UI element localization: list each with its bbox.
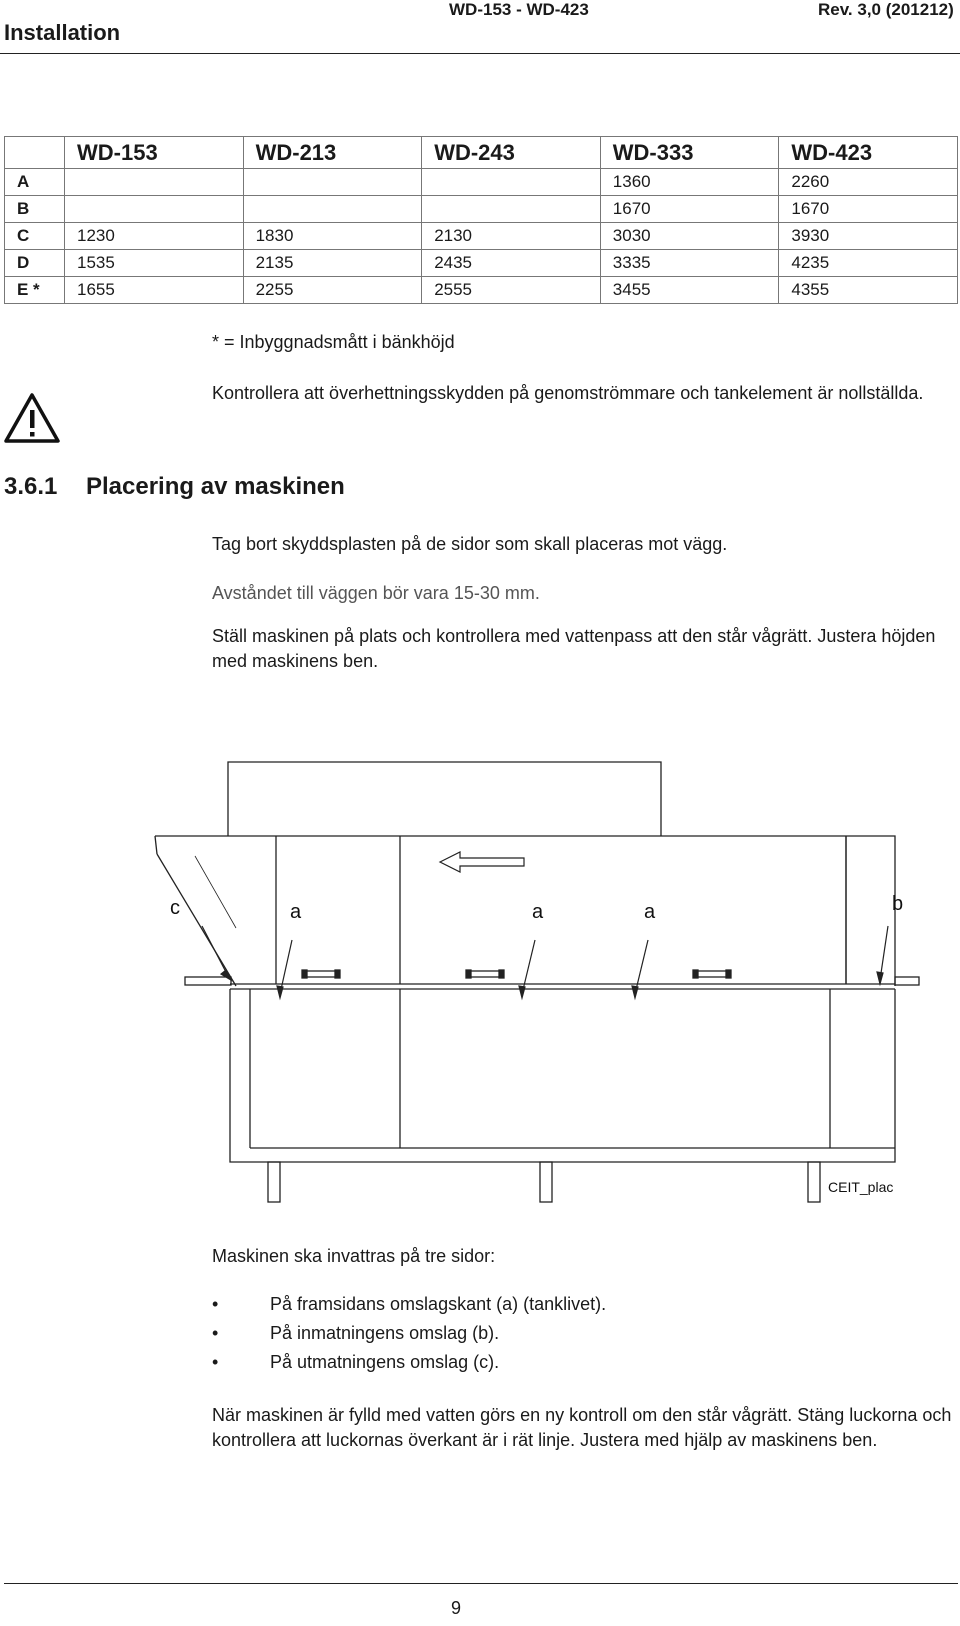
- outlet-fill-pipe: [185, 977, 231, 985]
- machine-hood: [228, 762, 661, 836]
- pointer-c: [202, 926, 228, 976]
- header-model-range: WD-153 - WD-423: [449, 0, 589, 19]
- instruction-paragraph: Tag bort skyddsplasten på de sidor som skall placeras mot vägg.: [212, 534, 728, 554]
- column-header: WD-153: [65, 137, 244, 169]
- table-cell: 2555: [422, 277, 601, 304]
- table-cell: 3030: [600, 223, 779, 250]
- table-cell: 2435: [422, 250, 601, 277]
- outlet-chute: [157, 854, 236, 986]
- table-cell: [65, 169, 244, 196]
- handle-icon: [466, 970, 504, 978]
- table-row: [5, 277, 958, 304]
- machine-lower-body: [230, 989, 895, 1162]
- table-cell: 2255: [243, 277, 422, 304]
- row-label: D: [5, 250, 65, 277]
- label-b: b: [892, 893, 904, 915]
- warning-text: Kontrollera att överhettningsskydden på genomströmmare och tankelement är nollställda.: [212, 383, 924, 403]
- inlet-fill-pipe: [895, 977, 919, 985]
- label-a: a: [644, 901, 656, 923]
- table-cell: 1230: [65, 223, 244, 250]
- drawing-caption: CEIT_plac: [828, 1179, 894, 1195]
- handle-icon: [693, 970, 731, 978]
- table-row: [5, 223, 958, 250]
- machine-leg: [540, 1162, 552, 1202]
- table-cell: 4235: [779, 250, 958, 277]
- warning-triangle-icon: [4, 392, 60, 444]
- table-row: [5, 196, 958, 223]
- section-title: Placering av maskinen: [86, 473, 345, 500]
- instruction-paragraph: När maskinen är fylld med vatten görs en ny kontroll om den står vågrätt. Stäng luckorna och kontrollera att luckornas överkant är i rät linje. Justera med hjälp av maskinens ben.: [212, 1405, 952, 1450]
- machine-placement-drawing: [170, 758, 930, 1208]
- table-cell: 1535: [65, 250, 244, 277]
- page-number: 9: [450, 1598, 461, 1618]
- label-a: a: [290, 901, 302, 923]
- table-cell: 2260: [779, 169, 958, 196]
- handle-icon: [302, 970, 340, 978]
- pointer-a-head: [519, 986, 525, 998]
- row-label: C: [5, 223, 65, 250]
- table-cell: 1360: [600, 169, 779, 196]
- header-revision: Rev. 3,0 (201212): [818, 0, 954, 19]
- list-item: • På inmatningens omslag (b).: [212, 1319, 606, 1348]
- pointer-b-head: [877, 972, 883, 984]
- row-label: B: [5, 196, 65, 223]
- table-cell: 4355: [779, 277, 958, 304]
- footer-divider: [4, 1583, 958, 1584]
- column-header: WD-423: [779, 137, 958, 169]
- table-cell: 1670: [600, 196, 779, 223]
- pointer-a: [522, 940, 535, 994]
- table-row: [5, 169, 958, 196]
- list-item: • På framsidans omslagskant (a) (tanklivet).: [212, 1290, 606, 1319]
- header-section-title: Installation: [4, 20, 121, 45]
- page-header: [0, 0, 960, 54]
- machine-leg: [268, 1162, 280, 1202]
- table-cell: 3930: [779, 223, 958, 250]
- table-cell: [422, 196, 601, 223]
- table-cell: 3455: [600, 277, 779, 304]
- outlet-edge: [155, 836, 157, 854]
- table-row: [5, 250, 958, 277]
- pointer-a-head: [277, 986, 283, 998]
- row-label: A: [5, 169, 65, 196]
- column-header: WD-243: [422, 137, 601, 169]
- label-c: c: [170, 897, 180, 919]
- section-number: 3.6.1: [4, 473, 58, 500]
- table-cell: 2130: [422, 223, 601, 250]
- instruction-paragraph: Maskinen ska invattras på tre sidor:: [212, 1246, 496, 1266]
- table-cell: 1830: [243, 223, 422, 250]
- table-cell: 2135: [243, 250, 422, 277]
- dimension-table: [4, 136, 958, 304]
- table-footnote: * = Inbyggnadsmått i bänkhöjd: [212, 332, 455, 352]
- row-label: E *: [5, 277, 65, 304]
- table-cell: 1670: [779, 196, 958, 223]
- wall-distance-note: Avståndet till väggen bör vara 15-30 mm.: [212, 583, 540, 603]
- feed-direction-arrow-icon: [440, 852, 524, 872]
- column-header: WD-333: [600, 137, 779, 169]
- label-a: a: [532, 901, 544, 923]
- list-item: • På utmatningens omslag (c).: [212, 1348, 606, 1377]
- outlet-chute-inner: [195, 856, 236, 928]
- machine-upper-body: [155, 836, 895, 986]
- section-heading: [4, 473, 345, 501]
- table-cell: [243, 169, 422, 196]
- table-cell: 3335: [600, 250, 779, 277]
- pointer-b: [880, 926, 888, 980]
- table-corner-cell: [5, 137, 65, 169]
- column-header: WD-213: [243, 137, 422, 169]
- pointer-a: [635, 940, 648, 994]
- instruction-paragraph: Ställ maskinen på plats och kontrollera med vattenpass att den står vågrätt. Justera höjden med maskinens ben.: [212, 626, 936, 671]
- table-header-row: [5, 137, 958, 169]
- pointer-a-head: [632, 986, 638, 998]
- table-cell: [65, 196, 244, 223]
- table-cell: [422, 169, 601, 196]
- table-cell: 1655: [65, 277, 244, 304]
- table-cell: [243, 196, 422, 223]
- machine-leg: [808, 1162, 820, 1202]
- pointer-a: [280, 940, 292, 994]
- bullet-list: [212, 1290, 606, 1377]
